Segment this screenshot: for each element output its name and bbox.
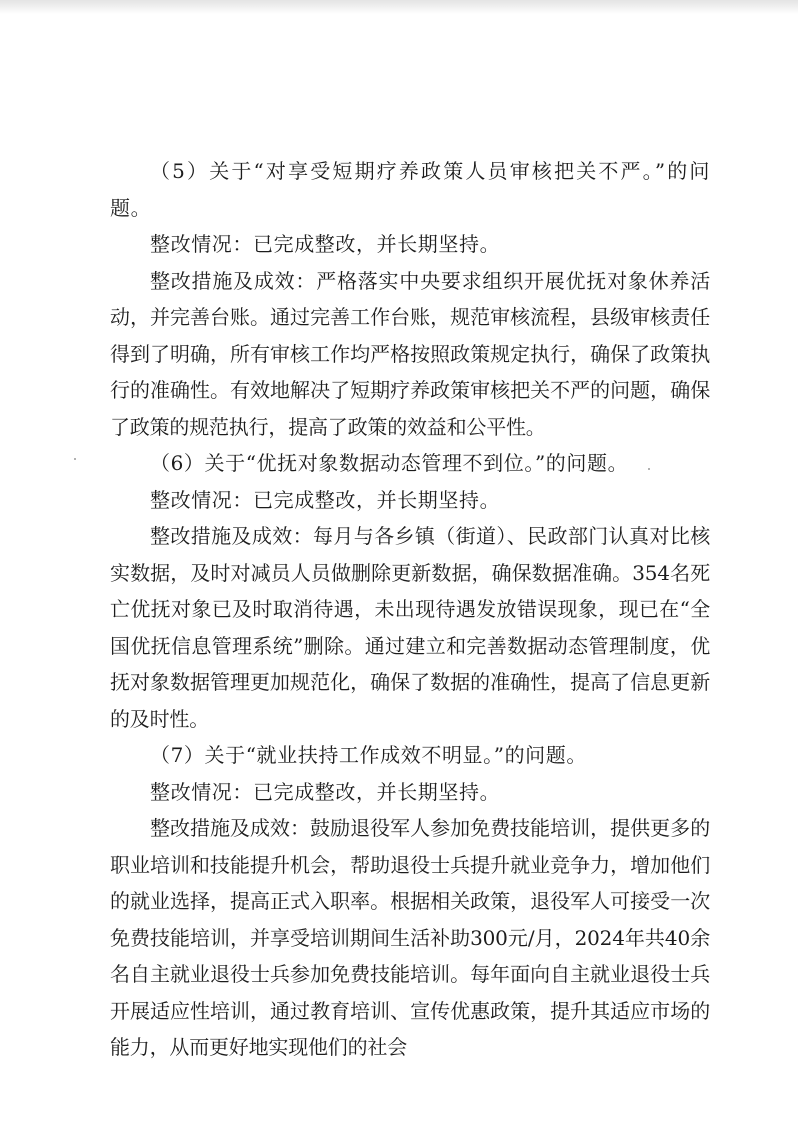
paragraph-item-5-title: （5）关于“对享受短期疗养政策人员审核把关不严。”的问题。 — [110, 159, 710, 220]
paragraph-item-7-measures: 整改措施及成效：鼓励退役军人参加免费技能培训，提供更多的职业培训和技能提升机会，帮助退役士兵提升就业竞争力，增加他们的就业选择，提高正式入职率。根据相关政策，退役军人可接受一次免费技能培训，并享受培训期间生活补助300元/月，2024年共40余名自主就业退役士兵参加免费技能培训。每年面向自主就业退役士兵开展适应性培训，通过教育培训、宣传优惠政策，提升其适应市场的能力，从而更好地实现他们的社会 — [110, 816, 710, 1059]
paragraph-item-5-status: 整改情况：已完成整改，并长期坚持。 — [150, 232, 501, 256]
scan-speck — [74, 458, 76, 460]
document-body — [110, 153, 710, 1066]
paragraph-item-6-title: （6）关于“优抚对象数据动态管理不到位。”的问题。 — [150, 451, 629, 475]
paragraph-item-6-status: 整改情况：已完成整改，并长期坚持。 — [150, 487, 501, 512]
scan-edge — [0, 0, 798, 14]
paragraph-item-5-measures: 整改措施及成效：严格落实中央要求组织开展优抚对象休养活动，并完善台账。通过完善工作台账，规范审核流程，县级审核责任得到了明确，所有审核工作均严格按照政策规定执行，确保了政策执行的准确性。有效地解决了短期疗养政策审核把关不严的问题，确保了政策的规范执行，提高了政策的效益和公平性。 — [110, 268, 710, 439]
paragraph-item-7-title: （7）关于“就业扶持工作成效不明显。”的问题。 — [150, 743, 587, 767]
paragraph-item-6-measures: 整改措施及成效：每月与各乡镇（街道）、民政部门认真对比核实数据，及时对减员人员做删除更新数据，确保数据准确。354名死亡优抚对象已及时取消待遇，未出现待遇发放错误现象，现已在“全国优抚信息管理系统”删除。通过建立和完善数据动态管理制度，优抚对象数据管理更加规范化，确保了数据的准确性，提高了信息更新的及时性。 — [110, 524, 710, 731]
paragraph-item-7-status: 整改情况：已完成整改，并长期坚持。 — [150, 779, 501, 804]
